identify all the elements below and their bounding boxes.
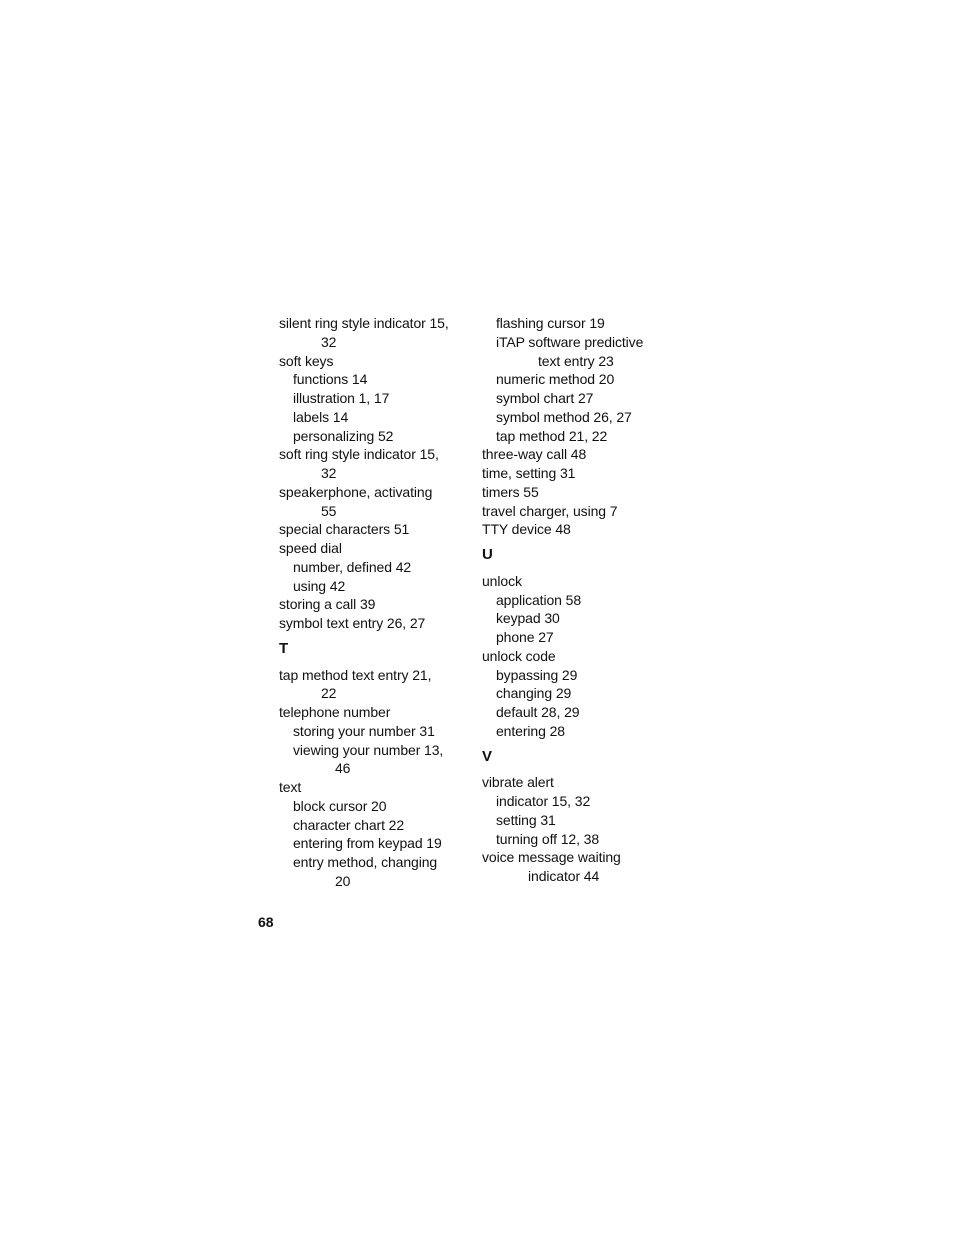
index-subentry: 46 <box>335 760 351 777</box>
index-subentry: phone 27 <box>496 629 554 645</box>
index-entry: special characters 51 <box>279 521 410 538</box>
index-subentry: 32 <box>321 465 337 481</box>
index-entry: tap method text entry 21, <box>279 666 432 683</box>
index-subentry: tap method 21, 22 <box>496 427 608 444</box>
index-subentry: text entry 23 <box>538 352 614 369</box>
index-entry: text <box>279 779 302 795</box>
index-subentry: 20 <box>335 872 351 889</box>
index-subentry: viewing your number 13, <box>293 741 444 758</box>
index-entry: TTY device 48 <box>482 521 571 538</box>
index-subentry: symbol chart 27 <box>496 390 594 406</box>
index-subentry: symbol method 26, 27 <box>496 408 632 425</box>
index-column-left <box>279 314 469 891</box>
index-entry: unlock code <box>482 647 556 664</box>
index-subentry: turning off 12, 38 <box>496 830 600 847</box>
index-entry: soft keys <box>279 352 334 369</box>
index-subentry: setting 31 <box>496 811 556 828</box>
index-section-letter: U <box>482 546 493 563</box>
index-subentry: using 42 <box>293 577 346 594</box>
index-subentry: storing your number 31 <box>293 722 435 739</box>
index-subentry: entry method, changing <box>293 854 438 870</box>
index-section-letter: T <box>279 639 289 657</box>
index-subentry: illustration 1, 17 <box>293 390 390 406</box>
index-entry: symbol text entry 26, 27 <box>279 615 426 631</box>
page-number: 68 <box>258 914 274 930</box>
index-entry: travel charger, using 7 <box>482 502 618 519</box>
index-subentry: changing 29 <box>496 685 572 702</box>
index-subentry: numeric method 20 <box>496 371 615 388</box>
index-entry: three-way call 48 <box>482 446 587 463</box>
index-subentry: 55 <box>321 502 337 519</box>
index-subentry: character chart 22 <box>293 816 405 833</box>
index-entry: unlock <box>482 572 522 589</box>
index-subentry: 22 <box>321 685 337 702</box>
index-section-letter: V <box>482 747 492 765</box>
index-column-right <box>482 314 672 886</box>
index-subentry: number, defined 42 <box>293 558 412 575</box>
index-subentry: flashing cursor 19 <box>496 315 605 331</box>
index-subentry: application 58 <box>496 591 581 608</box>
index-subentry: 32 <box>321 333 337 350</box>
index-entry: time, setting 31 <box>482 465 576 481</box>
index-entry: speed dial <box>279 540 342 556</box>
index-subentry: bypassing 29 <box>496 666 578 683</box>
index-entry: storing a call 39 <box>279 596 376 613</box>
index-subentry: labels 14 <box>293 408 349 425</box>
index-subentry: indicator 44 <box>528 868 600 884</box>
index-subentry: default 28, 29 <box>496 704 580 720</box>
index-subentry: iTAP software predictive <box>496 333 644 350</box>
index-entry: soft ring style indicator 15, <box>279 446 439 463</box>
index-entry: timers 55 <box>482 483 539 500</box>
index-subentry: indicator 15, 32 <box>496 793 591 809</box>
index-subentry: personalizing 52 <box>293 427 394 444</box>
index-subentry: entering from keypad 19 <box>293 835 442 852</box>
index-entry: vibrate alert <box>482 774 554 791</box>
index-subentry: functions 14 <box>293 371 368 388</box>
index-entry: speakerphone, activating <box>279 483 433 500</box>
index-subentry: block cursor 20 <box>293 797 387 814</box>
index-entry: silent ring style indicator 15, <box>279 315 449 331</box>
index-subentry: keypad 30 <box>496 610 560 627</box>
index-entry: voice message waiting <box>482 849 621 866</box>
index-subentry: entering 28 <box>496 722 565 739</box>
index-entry: telephone number <box>279 704 391 720</box>
